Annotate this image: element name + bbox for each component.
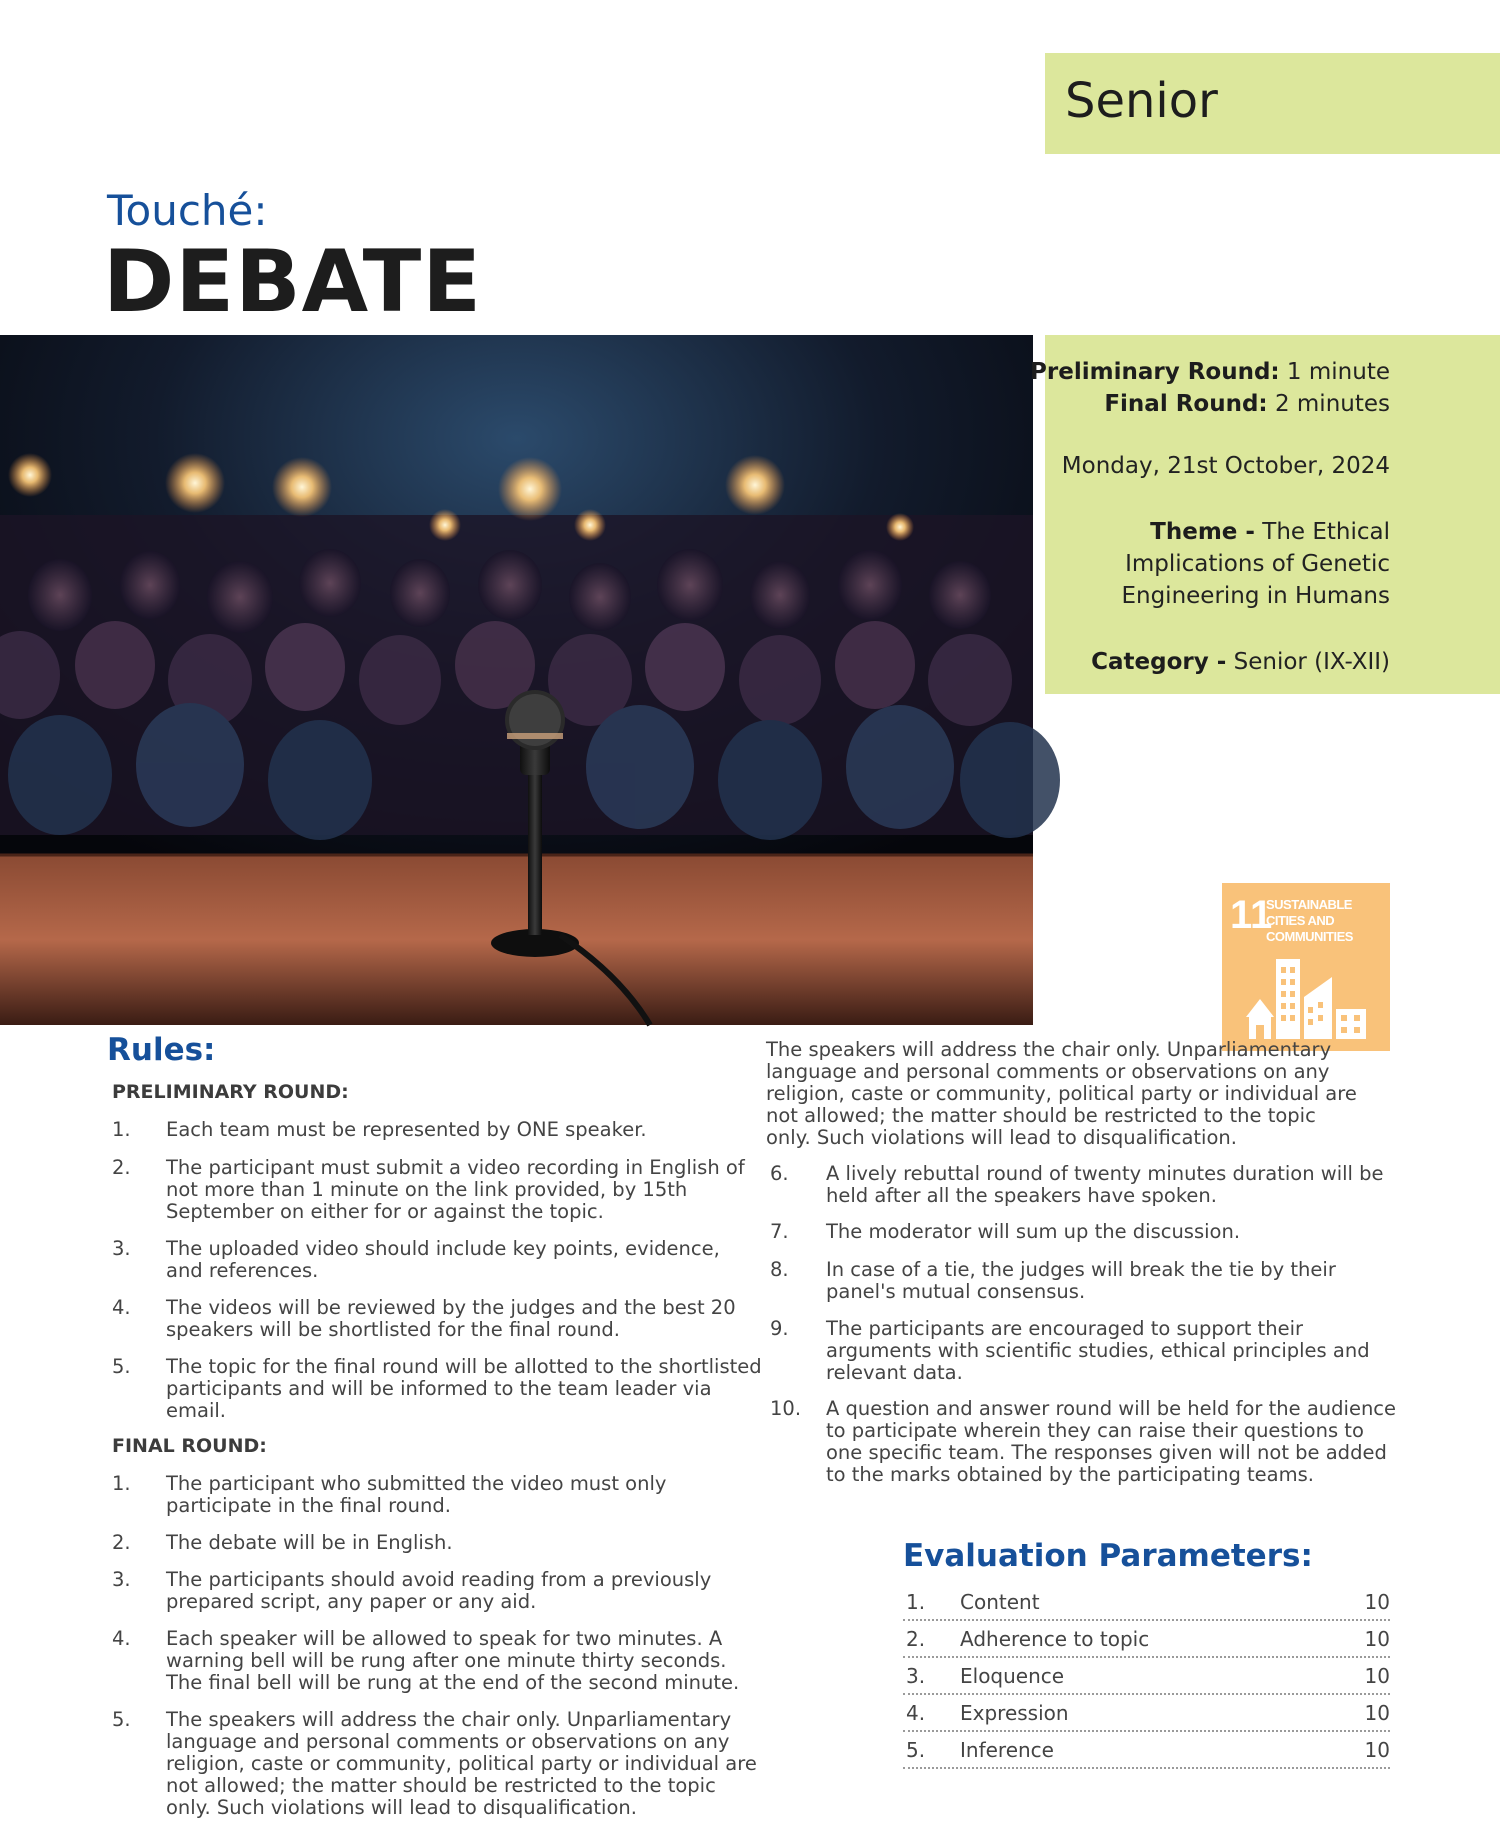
sdg-11-badge bbox=[1222, 883, 1390, 1051]
evaluation-heading: Evaluation Parameters: bbox=[903, 1538, 1313, 1574]
preliminary-round-heading: PRELIMINARY ROUND: bbox=[112, 1081, 349, 1103]
final-rule-6: 6. A lively rebuttal round of twenty minutes duration will be held after all the speakers have spoken. bbox=[770, 1162, 1384, 1207]
final-rule-7: 7. The moderator will sum up the discussion. bbox=[770, 1220, 1241, 1243]
final-round-duration: Final Round: 2 minutes bbox=[1104, 391, 1390, 417]
final-rule-5-part-2 bbox=[766, 1038, 1400, 1149]
preliminary-round-duration: Preliminary Round: 1 minute bbox=[1030, 359, 1390, 385]
theme-line-1: Theme - The Ethical bbox=[1150, 519, 1390, 545]
evaluation-row: 2. Adherence to topic 10 bbox=[903, 1621, 1390, 1658]
category-tag bbox=[1045, 53, 1500, 154]
event-subtitle: Touché: bbox=[107, 186, 268, 235]
preliminary-rule-1: 1. Each team must be represented by ONE speaker. bbox=[112, 1118, 647, 1141]
final-rule-9: 9. The participants are encouraged to support their arguments with scientific studies, ethical principles and relevant data. bbox=[770, 1317, 1370, 1384]
event-date: Monday, 21st October, 2024 bbox=[1061, 453, 1390, 479]
event-info-box bbox=[1030, 335, 1500, 694]
final-rule-3: 3. The participants should avoid reading from a previously prepared script, any paper or any aid. bbox=[112, 1568, 712, 1613]
rules-heading: Rules: bbox=[107, 1032, 216, 1068]
theme-line-2: Implications of Genetic bbox=[1125, 551, 1390, 577]
final-rule-5-continuation: The speakers will address the chair only. Unparliamentary language and personal comments or observations on any religion, caste or community, political party or individual are not allowed; the matter should be restricted to the topic only. Such violations will lead to disqualification. bbox=[766, 1038, 1357, 1149]
event-title: DEBATE bbox=[103, 232, 482, 332]
final-rule-4: 4. Each speaker will be allowed to speak for two minutes. A warning bell will be rung after one minute thirty seconds. The final bell will be rung at the end of the second minute. bbox=[112, 1627, 740, 1694]
preliminary-rule-2: 2. The participant must submit a video recording in English of not more than 1 minute on the link provided, by 15th September on either for or against the topic. bbox=[112, 1156, 745, 1223]
sdg-number: 11 bbox=[1230, 893, 1273, 937]
category-tag-label: Senior bbox=[1065, 73, 1218, 129]
preliminary-rule-5: 5. The topic for the final round will be allotted to the shortlisted participants and will be informed to the team leader via email. bbox=[112, 1355, 762, 1422]
final-round-heading: FINAL ROUND: bbox=[112, 1435, 267, 1457]
final-rule-10: 10. A question and answer round will be held for the audience to participate wherein they can raise their questions to one specific team. The responses given will not be added to the marks obtained by the participating teams. bbox=[770, 1397, 1397, 1486]
event-category: Category - Senior (IX-XII) bbox=[1091, 649, 1390, 675]
final-rule-1: 1. The participant who submitted the video must only participate in the final round. bbox=[112, 1472, 667, 1517]
evaluation-row: 5. Inference 10 bbox=[903, 1732, 1390, 1769]
preliminary-rule-3: 3. The uploaded video should include key points, evidence, and references. bbox=[112, 1237, 720, 1282]
theme-line-3: Engineering in Humans bbox=[1121, 583, 1390, 609]
evaluation-row: 4. Expression 10 bbox=[903, 1695, 1390, 1732]
preliminary-rule-4: 4. The videos will be reviewed by the judges and the best 20 speakers will be shortlisted for the final round. bbox=[112, 1296, 736, 1341]
final-rule-8: 8. In case of a tie, the judges will break the tie by their panel's mutual consensus. bbox=[770, 1258, 1336, 1303]
final-rule-5-part-1: 5. The speakers will address the chair only. Unparliamentary language and personal comments or observations on any religion, caste or community, political party or individual are not allowed; the matter should be restricted to the topic only. Such violations will lead to disqualification. bbox=[112, 1708, 757, 1819]
evaluation-row: 3. Eloquence 10 bbox=[903, 1658, 1390, 1695]
city-buildings-icon bbox=[1246, 947, 1371, 1039]
evaluation-row: 1. Content 10 bbox=[903, 1584, 1390, 1621]
stage-microphone-photo bbox=[0, 335, 1033, 1025]
final-rule-2: 2. The debate will be in English. bbox=[112, 1531, 453, 1554]
sdg-label: SUSTAINABLE CITIES AND COMMUNITIES bbox=[1266, 897, 1353, 944]
